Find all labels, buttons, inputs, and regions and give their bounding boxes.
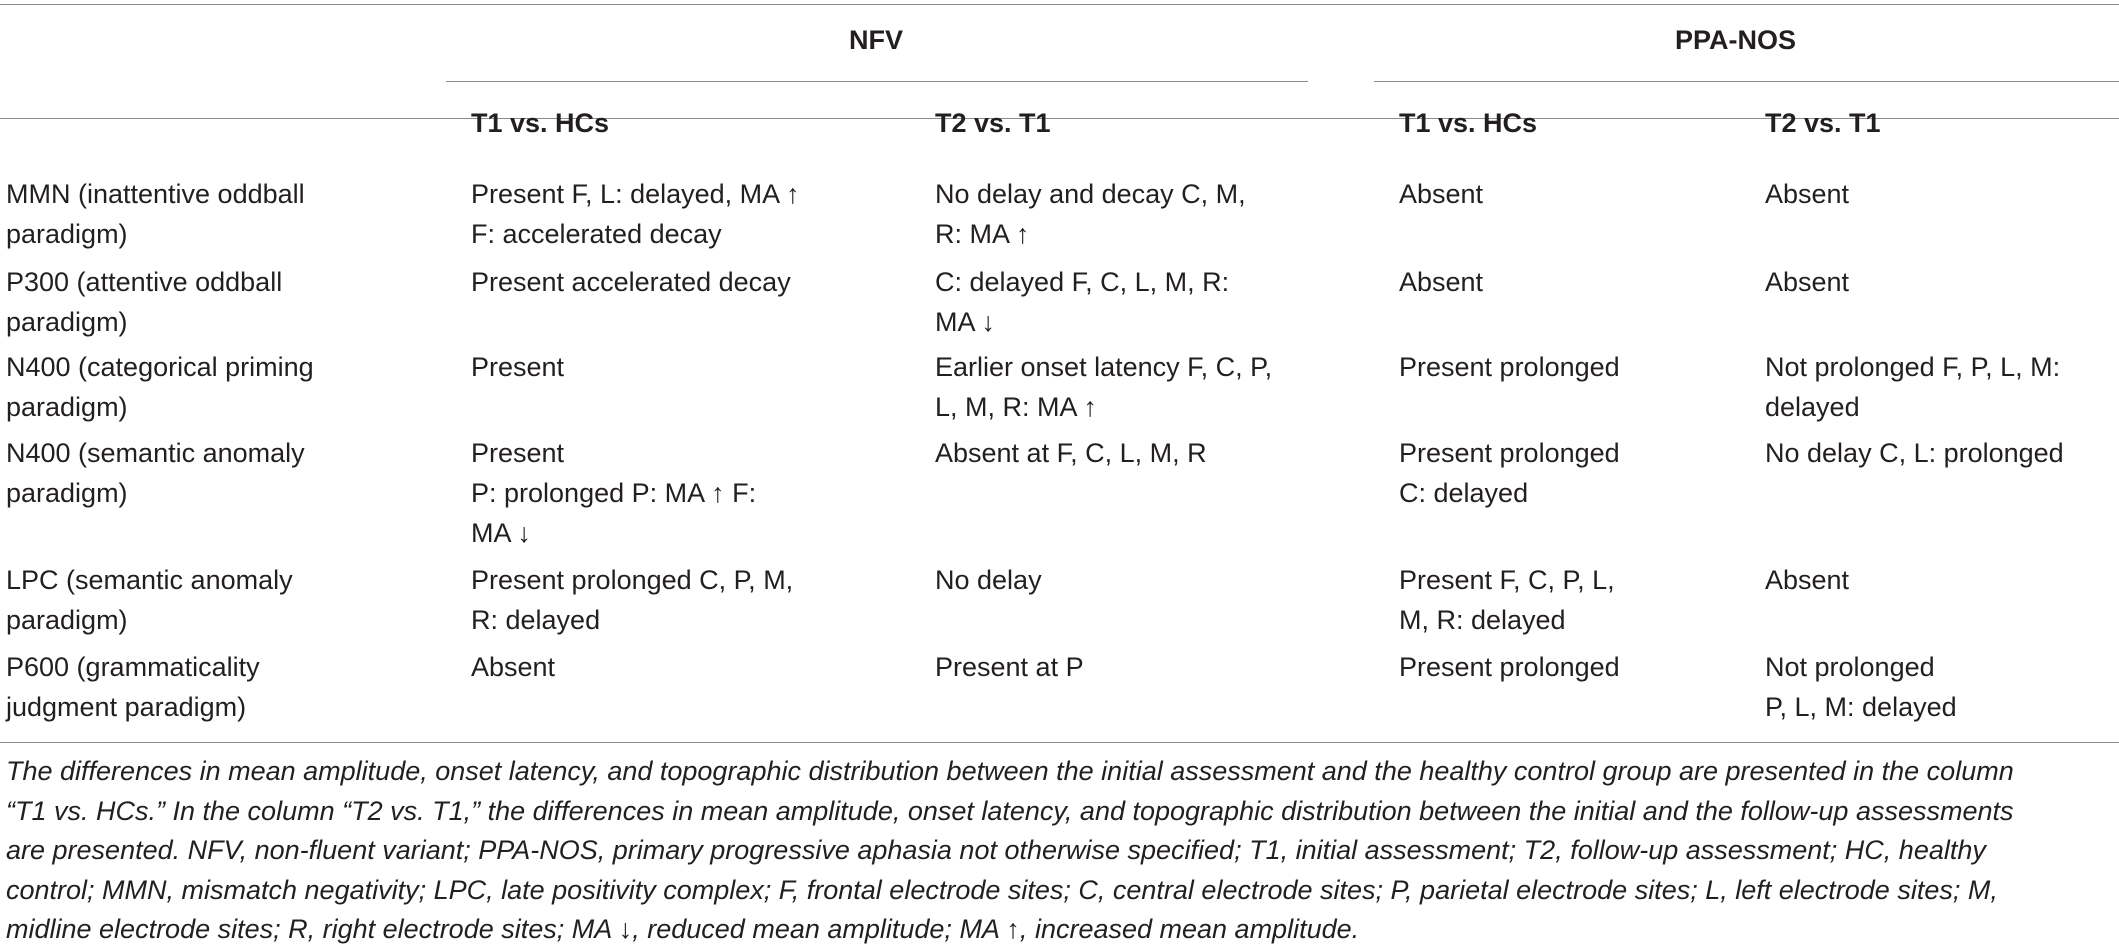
footnote-line: are presented. NFV, non-fluent variant; PPA-NOS, primary progressive aphasia not otherwise specified; T1, initial assessment; T2, follow-up assessment; HC, healthy (6, 835, 1986, 865)
cell-line: Absent (471, 652, 556, 682)
table-cell (471, 174, 800, 254)
table-cell (471, 347, 564, 387)
table-cell (471, 262, 791, 302)
table-row-label (6, 347, 314, 427)
footnote-line: The differences in mean amplitude, onset latency, and topographic distribution between the initial assessment and the healthy control group are presented in the column (6, 756, 2014, 786)
column-header-nfv-t1-vs-hcs: T1 vs. HCs (471, 108, 610, 138)
cell-line: Present accelerated decay (471, 267, 791, 297)
footnote-line: “T1 vs. HCs.” In the column “T2 vs. T1,” the differences in mean amplitude, onset latency, and topographic distribution between the initial and the follow-up assessments (6, 795, 2014, 826)
column-header-ppa-t2-vs-t1: T2 vs. T1 (1765, 108, 1881, 138)
cell-line: paradigm) (6, 605, 128, 635)
ppa-nos-group-rule (1374, 81, 2119, 82)
cell-line: N400 (semantic anomaly (6, 438, 305, 468)
table-cell (935, 347, 1272, 427)
cell-line: R: MA ↑ (935, 219, 1030, 249)
cell-line: No delay (935, 565, 1042, 595)
cell-line: P, L, M: delayed (1765, 692, 1957, 722)
table-cell (1765, 174, 1849, 214)
cell-line: Not prolonged (1765, 652, 1935, 682)
cell-line: MA ↓ (471, 518, 532, 548)
cell-line: Present (471, 438, 565, 468)
cell-line: paradigm) (6, 307, 128, 337)
cell-line: Absent (1399, 267, 1484, 297)
cell-line: MMN (inattentive oddball (6, 179, 305, 209)
table-row-label (6, 560, 293, 640)
cell-line: Present F, C, P, L, (1399, 565, 1615, 595)
table-row-label (6, 433, 305, 513)
cell-line: Absent (1765, 565, 1850, 595)
table-cell (1765, 560, 1849, 600)
table-cell (935, 262, 1229, 342)
table-cell (935, 433, 1207, 473)
cell-line: No delay and decay C, M, (935, 179, 1246, 209)
cell-line: N400 (categorical priming (6, 352, 314, 382)
cell-line: L, M, R: MA ↑ (935, 392, 1098, 422)
cell-line: P300 (attentive oddball (6, 267, 283, 297)
cell-line: C: delayed F, C, L, M, R: (935, 267, 1230, 297)
table-cell (935, 174, 1246, 254)
table-cell (1765, 647, 1957, 727)
table-row-label (6, 174, 305, 254)
table-top-rule (0, 4, 2119, 5)
cell-line: P: prolonged P: MA ↑ F: (471, 478, 757, 508)
cell-line: LPC (semantic anomaly (6, 565, 293, 595)
table-cell (935, 560, 1042, 600)
table-cell (1765, 433, 2064, 473)
table-cell (935, 647, 1084, 687)
nfv-group-rule (446, 81, 1308, 82)
column-header-nfv-t2-vs-t1: T2 vs. T1 (935, 108, 1051, 138)
cell-line: delayed (1765, 392, 1860, 422)
cell-line: paradigm) (6, 392, 128, 422)
table-cell (1399, 174, 1483, 214)
cell-line: Present prolonged (1399, 352, 1620, 382)
group-header-ppa-nos: PPA-NOS (1675, 25, 1797, 55)
cell-line: Earlier onset latency F, C, P, (935, 352, 1273, 382)
table-row-label (6, 262, 282, 342)
cell-line: R: delayed (471, 605, 601, 635)
cell-line: Present prolonged (1399, 438, 1620, 468)
table-cell (1399, 647, 1620, 687)
group-header-nfv: NFV (849, 25, 903, 55)
cell-line: paradigm) (6, 219, 128, 249)
cell-line: Absent (1765, 267, 1850, 297)
table-cell (1399, 262, 1483, 302)
cell-line: paradigm) (6, 478, 128, 508)
table-cell (1765, 262, 1849, 302)
cell-line: C: delayed (1399, 478, 1529, 508)
cell-line: P600 (grammaticality (6, 652, 260, 682)
cell-line: MA ↓ (935, 307, 996, 337)
cell-line: Absent (1765, 179, 1850, 209)
cell-line: Present F, L: delayed, MA ↑ (471, 179, 800, 209)
table-cell (471, 433, 756, 553)
table-cell (1399, 347, 1620, 387)
footnote-line: control; MMN, mismatch negativity; LPC, late positivity complex; F, frontal electrode sites; C, central electrode sites; P, parietal electrode sites; L, left electrode sites; M, (6, 874, 1998, 905)
cell-line: Not prolonged F, P, L, M: (1765, 352, 2061, 382)
table-footnote (6, 752, 2114, 950)
table-cell (1399, 433, 1620, 513)
cell-line: Present (471, 352, 565, 382)
column-header-ppa-t1-vs-hcs: T1 vs. HCs (1399, 108, 1538, 138)
table-row-label (6, 647, 260, 727)
cell-line: No delay C, L: prolonged (1765, 438, 2064, 468)
cell-line: M, R: delayed (1399, 605, 1566, 635)
table-cell (471, 647, 555, 687)
table-cell (1399, 560, 1615, 640)
cell-line: Absent (1399, 179, 1484, 209)
cell-line: judgment paradigm) (6, 692, 247, 722)
cell-line: Present at P (935, 652, 1084, 682)
table-bottom-rule (0, 742, 2119, 743)
footnote-line: midline electrode sites; R, right electrode sites; MA ↓, reduced mean amplitude; MA ↑, increased mean amplitude. (6, 914, 1360, 944)
table-cell (471, 560, 793, 640)
cell-line: Present prolonged (1399, 652, 1620, 682)
cell-line: Present prolonged C, P, M, (471, 565, 794, 595)
cell-line: F: accelerated decay (471, 219, 722, 249)
table-cell (1765, 347, 2060, 427)
cell-line: Absent at F, C, L, M, R (935, 438, 1207, 468)
